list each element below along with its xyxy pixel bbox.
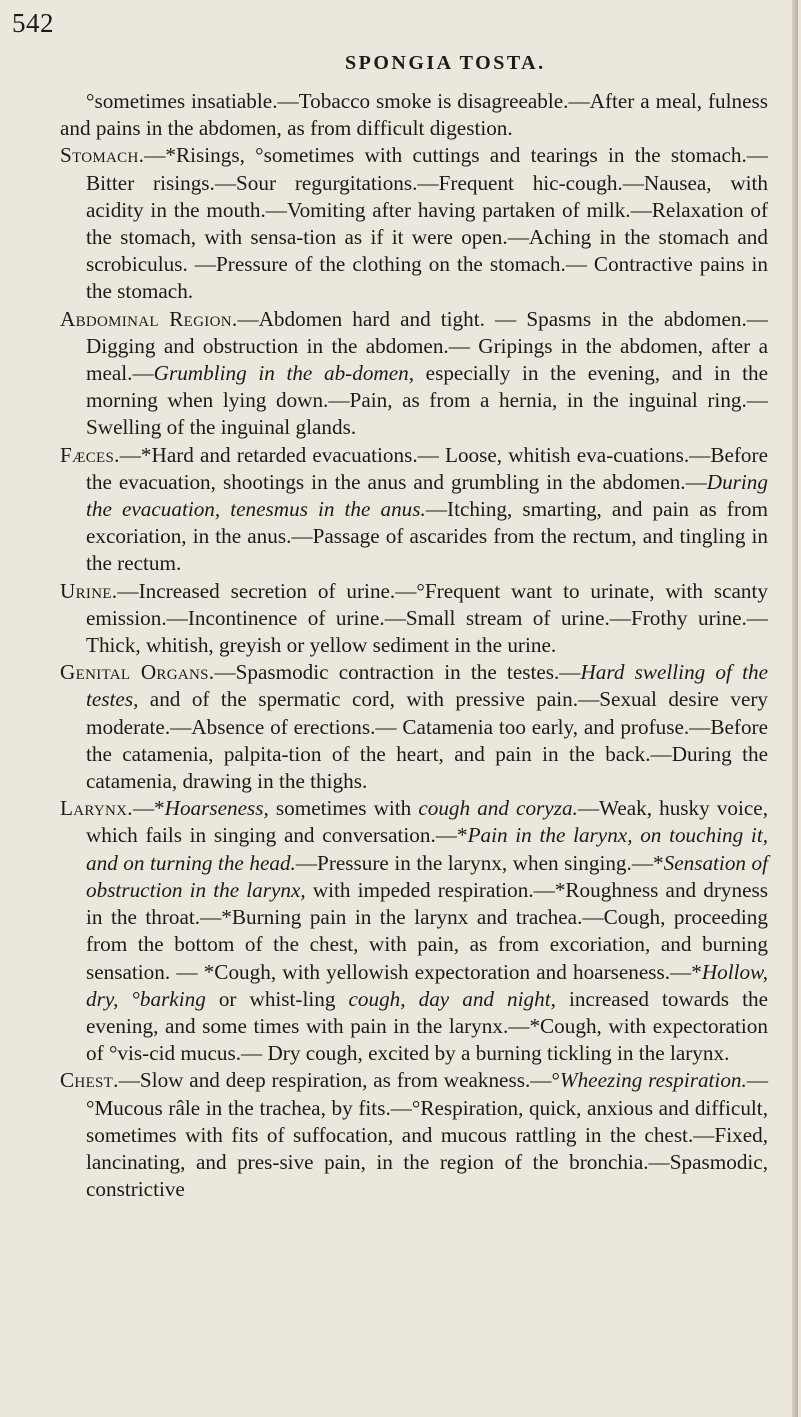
section-heading: Larynx. xyxy=(60,796,133,821)
body-text: —*Hard and retarded evacuations.— Loose, whitish eva-cuations.—Before the evacuation, shootings in the anus and grumbling in the abdomen.— xyxy=(86,442,768,494)
section-genital-organs xyxy=(60,659,768,795)
body-text: and of the spermatic cord, with pressive pain.—Sexual desire very moderate.—Absence of erections.— Catamenia too early, and profuse.—Before the catamenia, palpita-tion of the heart, and pain in the back.—During the catamenia, drawing in the thighs. xyxy=(86,687,768,794)
body-text: —°Mucous râle in the trachea, by fits.—°Respiration, quick, anxious and difficult, sometimes with fits of suffocation, and mucous rattling in the chest.—Fixed, lancinating, and pres-sive pain, in the region of the bronchia.—Spasmodic, constrictive xyxy=(86,1068,768,1202)
section-heading: Chest. xyxy=(60,1068,119,1093)
section-heading: Urine. xyxy=(60,578,118,603)
section-heading: Fæces. xyxy=(60,442,120,467)
body-text: or whist-ling xyxy=(205,986,349,1011)
italic-text: During the evacuation, tenesmus in the anus. xyxy=(86,469,768,522)
body-text: especially in the evening, and in the morning when lying down.—Pain, as from a hernia, in the inguinal ring.—Swelling of the inguinal glands. xyxy=(86,361,768,440)
section-chest xyxy=(60,1067,768,1203)
body-text: —Weak, husky voice, which fails in singing and conversation.—* xyxy=(86,796,768,848)
section-heading: Genital Organs. xyxy=(60,660,215,685)
page-number: 542 xyxy=(12,8,54,38)
section-stomach xyxy=(60,142,768,305)
section-heading: Stomach. xyxy=(60,143,145,168)
section-fæces xyxy=(60,442,768,578)
section-heading: Abdominal Region. xyxy=(60,306,238,331)
body-text: —Itching, smarting, and pain as from excoriation, in the anus.—Passage of ascarides from the rectum, and tingling in the rectum. xyxy=(86,497,768,576)
italic-text: Wheezing respiration. xyxy=(559,1068,747,1093)
text-column xyxy=(60,88,768,1203)
italic-text: Pain in the larynx, on touching it, and on turning the head. xyxy=(86,823,768,875)
italic-text: Hoarseness, xyxy=(164,796,269,821)
running-head: SPONGIA TOSTA. xyxy=(345,52,546,74)
page-edge xyxy=(792,0,798,1417)
section-abdominal-region xyxy=(60,306,768,442)
continued-paragraph xyxy=(60,88,768,142)
body-text: —Increased secretion of urine.—°Frequent want to urinate, with scanty emission.—Incontinence of urine.—Small stream of urine.—Frothy urine.—Thick, whitish, greyish or yellow sediment in the urine. xyxy=(86,578,768,658)
section-larynx xyxy=(60,795,768,1067)
italic-text: cough, day and night, xyxy=(348,986,556,1011)
italic-text: Grumbling in the ab-domen, xyxy=(153,361,415,386)
body-text: —* xyxy=(132,796,165,821)
body-text: with impeded respiration.—*Roughness and dryness in the throat.—*Burning pain in the larynx and trachea.—Cough, proceeding from the bottom of the chest, with pain, as from excoriation, and burning sensation. — *Cough, with yellowish expectoration and hoarseness.—* xyxy=(86,877,768,984)
body-text: —Pressure in the larynx, when singing.—* xyxy=(295,850,664,875)
body-text: °sometimes insatiable.—Tobacco smoke is disagreeable.—After a meal, fulness and pains in the abdomen, as from difficult digestion. xyxy=(60,89,768,141)
body-text: sometimes with xyxy=(268,796,419,821)
body-text: —*Risings, °sometimes with cuttings and tearings in the stomach.—Bitter risings.—Sour regurgitations.—Frequent hic-cough.—Nausea, with acidity in the mouth.—Vomiting after having partaken of milk.—Relaxation of the stomach, with sensa-tion as if it were open.—Aching in the stomach and scrobiculus. —Pressure of the clothing on the stomach.— Contractive pains in the stomach. xyxy=(86,143,768,304)
body-text: —Abdomen hard and tight. — Spasms in the abdomen.—Digging and obstruction in the abdomen.— Gripings in the abdomen, after a meal.— xyxy=(86,306,768,386)
body-text: increased towards the evening, and some times with pain in the larynx.—*Cough, with expectoration of °vis-cid mucus.— Dry cough, excited by a burning tickling in the larynx. xyxy=(86,986,768,1066)
body-text: —Spasmodic contraction in the testes.— xyxy=(214,660,581,685)
section-urine xyxy=(60,578,768,660)
italic-text: cough and coryza. xyxy=(418,796,578,821)
italic-text: Sensation of obstruction in the larynx, xyxy=(86,850,769,902)
body-text: —Slow and deep respiration, as from weakness.—° xyxy=(118,1068,560,1093)
italic-text: Hard swelling of the testes, xyxy=(86,660,768,712)
italic-text: Hollow, dry, °barking xyxy=(86,959,768,1011)
